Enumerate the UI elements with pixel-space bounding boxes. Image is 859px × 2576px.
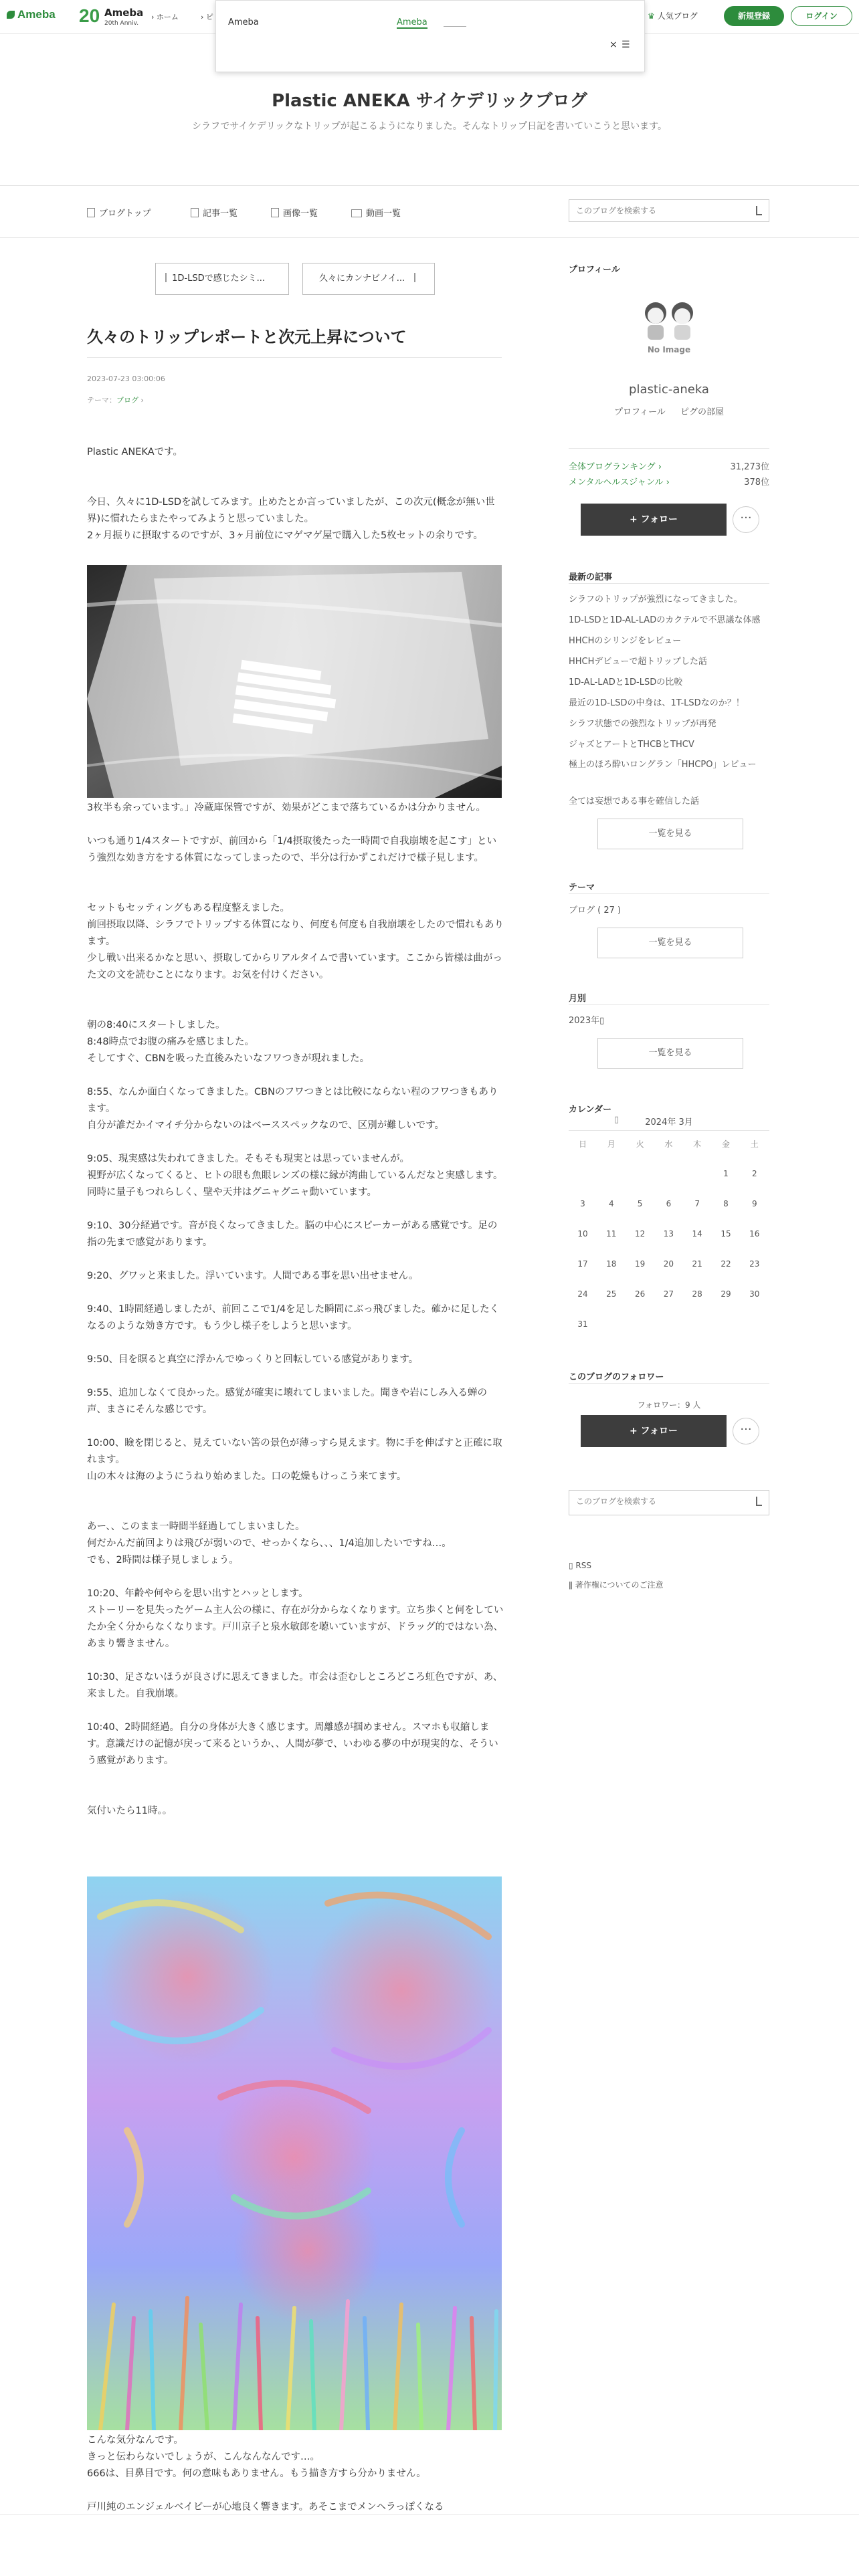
theme-link[interactable]: ブログ [116,396,138,405]
calendar-weekday: 土 [750,1140,759,1149]
chevron-left-icon[interactable]: ▯ [614,1115,619,1125]
more-button[interactable]: ··· [733,1418,759,1444]
calendar-day: 15 [721,1229,731,1239]
calendar-day: 17 [577,1259,588,1269]
paragraph: 9:50、目を瞑ると真空に浮かんでゆっくりと回転している感覚があります。 [87,1354,419,1365]
paragraph: 9:10、30分経過です。音が良くなってきました。脳の中心にスピーカーがある感覚です。足の指の先まで感覚があります。 [87,1220,498,1248]
blog-nav [0,185,859,238]
calendar-weekday: 日 [578,1140,587,1149]
article-body-mid [87,800,505,1820]
psychedelic-drawing [87,1876,502,2430]
calendar-day: 26 [634,1289,646,1299]
month-link[interactable]: 2023年▯ [569,1016,605,1026]
chevron-right-icon [414,273,418,282]
paragraph: 9:55、追加しなくて良かった。感覚が確実に壊れてしまいました。聞きや岩にしみ入る蝉の声、まさにそんな感じです。 [87,1388,488,1415]
recent-article-link[interactable]: HHCHデビューで超トリップした話 [569,657,707,667]
divider [569,448,769,449]
calendar-day: 9 [751,1199,757,1208]
paragraph: 朝の8:40にスタートしました。 8:48時点でお腹の痛みを感じました。 そしてすぐ、CBNを吸った直後みたいなフワつきが現れました。 [87,1020,370,1064]
chevron-left-icon [165,273,169,282]
blog-title[interactable]: Plastic ANEKA サイケデリックブログ [272,91,587,111]
anniversary-logo[interactable]: 20 Ameba 20th Anniv. [79,5,144,27]
paragraph: 気付いたら11時。。 [87,1806,173,1816]
calendar-day: 31 [577,1319,588,1329]
chevron-right-icon: › [663,477,670,488]
divider [569,893,769,894]
recent-article-link[interactable]: HHCHのシリンジをレビュー [569,636,682,646]
nav-images[interactable]: 画像一覧 [271,206,318,219]
calendar-day: 14 [692,1229,702,1239]
profile-link[interactable]: プロフィール [614,407,666,417]
close-icon[interactable]: × [609,39,617,50]
ameba-logo[interactable]: Ameba [7,8,56,21]
blog-search [569,199,769,222]
no-image-label: No Image [647,345,691,354]
overlay-popup [215,0,645,72]
follow-button[interactable]: + フォロー [581,504,727,536]
paragraph: 3枚半も余っています。」冷蔵庫保管ですが、効果がどこまで落ちているかは分かりません。 [87,802,486,813]
chevron-down-icon: ▯ [599,1016,605,1026]
ranking-row[interactable]: メンタルヘルスジャンル › 378位 [569,477,769,488]
prev-article-button[interactable]: 1D-LSDで感じたシミ... [155,263,289,295]
paragraph: セットもセッティングもある程度整えました。 前回摂取以降、シラフでトリップする体質になり、何度も何度も自我崩壊をしたので慣れもあります。 少し戦い出来るかなと思い、摂取してからリアルタイムで書いています。ここから皆様は曲がった文の文を読むことになります。お気を付けください。 [87,903,504,980]
paragraph: 9:20、グワッと来ました。浮いています。人間である事を思い出せません。 [87,1271,419,1281]
divider [569,1004,769,1005]
recent-article-link[interactable]: シラフのトリップが強烈になってきました。 [569,595,743,605]
recent-article-link[interactable]: 1D-AL-LADと1D-LSDの比較 [569,677,683,687]
search-icon[interactable] [756,1497,762,1506]
paragraph: 9:40、1時間経過しましたが、前回ここで1/4を足した瞬間にぶっ飛びました。確かに足したくなるのような効き方です。もう少し様子をしようと思います。 [87,1304,500,1331]
divider [0,2514,859,2515]
crown-icon: ♛ [648,11,655,21]
nav-blog-top[interactable]: ブログトップ [87,206,151,219]
nav-videos[interactable]: 動画一覧 [351,206,401,219]
paragraph: あー、、このまま一時間半経過してしまいました。 何だかんだ前回よりは飛びが弱いので、せっかくなら、、、1/4追加したいですね…。 でも、2時間は様子見しましょう。 [87,1521,452,1566]
calendar-day: 10 [577,1229,588,1239]
search-icon[interactable] [756,206,762,215]
video-icon [351,209,362,217]
calendar-day: 25 [606,1289,617,1299]
article-body-bottom [87,2432,505,2516]
paragraph: 戸川純のエンジェルベイビーが心地良く響きます。あそこまでメンヘラっぽくなる [87,2502,444,2512]
calendar-day: 12 [634,1229,646,1239]
rss-link[interactable]: ▯ RSS [569,1561,591,1570]
popup-title: Ameba [228,17,259,27]
chevron-right-icon: › [655,462,662,472]
article-theme: テーマ：ブログ › [87,396,144,405]
recent-list-button[interactable]: 一覧を見る [597,819,743,849]
calendar-day: 18 [606,1259,617,1269]
article-body-top [87,444,505,544]
divider [569,1383,769,1384]
info-icon: ǁ [569,1580,575,1590]
calendar-day: 2 [751,1169,757,1178]
recent-article-link[interactable]: 1D-LSDと1D-AL-LADのカクテルで不思議な体感 [569,615,761,625]
calendar-day: 1 [723,1169,729,1178]
calendar-weekday: 月 [607,1140,615,1149]
search-input[interactable] [575,200,751,221]
image-icon [271,208,279,217]
calendar-day: 20 [663,1259,674,1269]
calendar-weekday: 木 [693,1140,702,1149]
home-icon [87,208,95,217]
popup-tab-link[interactable]: Ameba [397,17,427,27]
calendar-day: 8 [723,1199,729,1208]
followers-heading: このブログのフォロワー [569,1372,664,1382]
calendar-day: 5 [637,1199,643,1208]
ranking-row[interactable]: 全体ブログランキング › 31,273位 [569,462,769,472]
profile-links [569,405,769,417]
popup-divider [444,26,466,27]
divider [569,583,769,584]
search-input[interactable] [575,1491,751,1512]
home-link[interactable]: › ホーム [151,13,179,21]
theme-heading: テーマ [569,883,595,893]
article-photo [87,565,502,798]
calendar-day: 22 [721,1259,731,1269]
calendar-day: 29 [721,1289,731,1299]
paragraph: 10:20、年齢や何やらを思い出すとハッとします。 ストーリーを見失ったゲーム主人公の様に、存在が分からなくなります。立ち歩くと何をしていたか全く分からなくなります。戸川京子と泉水敏郎を聴いていますが、ドラッグ的ではない為、あまり響きません。 [87,1588,504,1649]
calendar-day: 23 [749,1259,760,1269]
divider [87,357,502,358]
theme-list-button[interactable]: 一覧を見る [597,928,743,958]
calendar-day: 11 [606,1229,617,1239]
nav-articles[interactable]: 記事一覧 [191,206,237,219]
menu-icon[interactable]: ☰ [622,39,630,50]
calendar-day: 16 [749,1229,760,1239]
calendar-day: 28 [692,1289,702,1299]
recent-article-link[interactable]: ジャズとアートとTHCBとTHCV [569,740,694,750]
paragraph: 10:30、足さないほうが良さげに思えてきました。市会は歪むしところどころ虹色ですが、あ、来ました。自我崩壊。 [87,1672,503,1699]
recent-article-link[interactable]: 全ては妄想である事を確信した話 [569,796,700,807]
calendar-day: 13 [663,1229,674,1239]
paragraph: いつも通り1/4スタートですが、前回から「1/4摂取後たった一時間で自我崩壊を起こす」という強烈な効き方をする体質になってしまったので、半分は行かずこれだけで様子見します。 [87,836,497,863]
pigg-room-link[interactable]: ピグの部屋 [680,407,724,417]
calendar-day: 30 [749,1289,760,1299]
register-button[interactable]: 新規登録 [724,6,784,26]
chevron-right-icon: › [151,13,155,21]
pigg-link[interactable]: › ピ [201,13,213,21]
sidebar-search [569,1490,769,1515]
avatar[interactable] [634,293,704,362]
calendar-weekday: 火 [636,1140,644,1149]
paragraph: 9:05、現実感は失われてきました。そもそも現実とは思っていませんが。 視野が広くなってくると、ヒトの眼も魚眼レンズの様に縁が湾曲しているんだなと実感します。同時に量子もつれらしく、壁や天井はグニャグニャ動いています。 [87,1154,503,1198]
chevron-right-icon: › [140,396,144,405]
paragraph: 8:55、なんか面白くなってきました。CBNのフワつきとは比較にならない程のフワつきもあります。 自分が誰だかイマイチ分からないのはベーススペックなので、区別が難しいです。 [87,1087,498,1131]
recent-article-link[interactable]: 最近の1D-LSDの中身は、1T-LSDなのか？！ [569,698,745,708]
login-button[interactable]: ログイン [791,6,852,26]
month-list-button[interactable]: 一覧を見る [597,1038,743,1069]
calendar-day: 4 [608,1199,614,1208]
article-date: 2023-07-23 03:00:06 [87,374,165,383]
calendar-day: 6 [666,1199,672,1208]
next-article-button[interactable]: 久々にカンナビノイ... [302,263,435,295]
list-icon [191,208,199,217]
rss-icon: ▯ [569,1561,576,1570]
popular-blogs-link[interactable]: ♛ 人気ブログ [648,11,698,21]
copyright-link[interactable]: ǁ 著作権についてのご注意 [569,1580,664,1590]
profile-heading: プロフィール [569,265,620,275]
calendar-day: 19 [634,1259,646,1269]
paragraph: Plastic ANEKAです。 [87,447,183,457]
calendar-day: 7 [694,1199,700,1208]
calendar-day: 3 [580,1199,585,1208]
chevron-right-icon: › [201,13,204,21]
paragraph: こんな気分なんです。 きっと伝わらないでしょうが、こんなんなんです…。 666は、目鼻目です。何の意味もありません。もう描き方すら分かりません。 [87,2435,426,2479]
blog-description: シラフでサイケデリックなトリップが起こるようになりました。そんなトリップ日記を書いていこうと思います。 [191,121,668,132]
calendar-weekday: 金 [721,1140,730,1149]
calendar-weekday: 水 [664,1140,673,1149]
article-title[interactable]: 久々のトリップレポートと次元上昇について [87,328,407,346]
recent-heading: 最新の記事 [569,572,613,582]
profile-name[interactable]: plastic-aneka [629,383,709,397]
paragraph: 10:00、瞼を閉じると、見えていない筈の景色が薄っすら見えます。物に手を伸ばすと正確に取れます。 山の木々は海のようにうねり始めました。口の乾燥もけっこう来てます。 [87,1438,502,1482]
calendar-month: ▯ 2024年 3月 [614,1115,693,1128]
calendar-day: 21 [692,1259,702,1269]
leaf-icon [7,11,15,19]
recent-article-link[interactable]: シラフ状態での強烈なトリップが再発 [569,719,717,729]
paragraph: 今日、久々に1D-LSDを試してみます。止めたとか言っていましたが、この次元(概念が無い世界)に慣れたらまたやってみようと思っていました。 2ヶ月振りに摂取するのですが、3ヶ月前位にマゲマゲ屋で購入した5枚セットの余りです。 [87,497,495,541]
follow-button[interactable]: + フォロー [581,1415,727,1447]
divider [569,1130,769,1131]
theme-link[interactable]: ブログ ( 27 ) [569,905,622,916]
paragraph: 10:40、2時間経過。自分の身体が大きく感じます。周離感が掴めません。スマホも収縮します。意識だけの記憶が戻って来るというか、、人間が夢で、いわゆる夢の中が現実的な、そういう感覚があります。 [87,1722,498,1766]
month-heading: 月別 [569,994,587,1004]
calendar-day: 27 [663,1289,674,1299]
recent-article-link[interactable]: 極上のほろ酔いロングラン「HHCPO」レビュー [569,760,757,770]
followers-count[interactable]: フォロワー：9 人 [637,1400,701,1410]
more-button[interactable]: ··· [733,506,759,533]
calendar-day: 24 [577,1289,588,1299]
calendar-heading: カレンダー [569,1105,612,1115]
